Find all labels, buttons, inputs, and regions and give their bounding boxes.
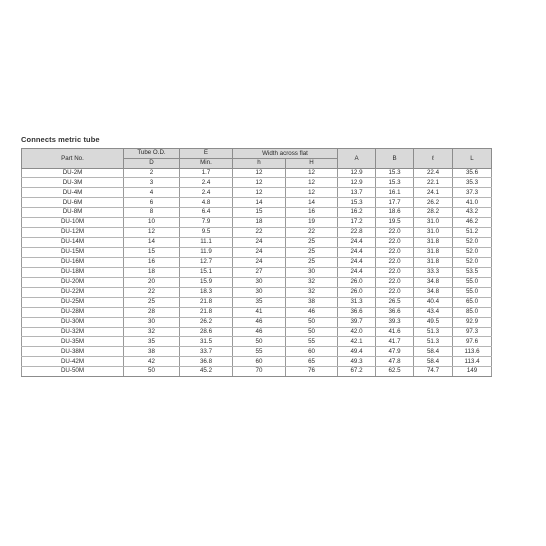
cell-l-small: 34.8	[414, 287, 453, 297]
table-row	[22, 367, 492, 377]
cell-l-small: 51.3	[414, 337, 453, 347]
cell-h-large: 12	[286, 178, 338, 188]
cell-a: 26.0	[338, 287, 376, 297]
header-l-large: L	[453, 149, 492, 169]
cell-a: 39.7	[338, 317, 376, 327]
cell-e-min: 21.8	[180, 297, 233, 307]
cell-l-large: 52.0	[453, 238, 492, 248]
cell-e-min: 36.8	[180, 357, 233, 367]
cell-l-large: 46.2	[453, 218, 492, 228]
table-row	[22, 357, 492, 367]
table-row	[22, 297, 492, 307]
cell-h-small: 35	[233, 297, 286, 307]
cell-h-small: 46	[233, 327, 286, 337]
cell-part-no: DU-10M	[22, 218, 124, 228]
cell-h-small: 18	[233, 218, 286, 228]
cell-h-large: 32	[286, 277, 338, 287]
cell-a: 67.2	[338, 367, 376, 377]
cell-h-large: 25	[286, 248, 338, 258]
cell-tube-od: 25	[124, 297, 180, 307]
cell-part-no: DU-42M	[22, 357, 124, 367]
cell-tube-od: 8	[124, 208, 180, 218]
cell-a: 15.3	[338, 198, 376, 208]
cell-h-large: 22	[286, 228, 338, 238]
cell-l-small: 51.3	[414, 327, 453, 337]
cell-part-no: DU-2M	[22, 168, 124, 178]
cell-part-no: DU-35M	[22, 337, 124, 347]
cell-b: 22.0	[376, 267, 414, 277]
cell-l-small: 31.8	[414, 257, 453, 267]
cell-e-min: 11.1	[180, 238, 233, 248]
cell-part-no: DU-16M	[22, 257, 124, 267]
table-row	[22, 188, 492, 198]
cell-l-small: 31.0	[414, 218, 453, 228]
cell-h-large: 19	[286, 218, 338, 228]
cell-e-min: 2.4	[180, 178, 233, 188]
header-h-small: h	[233, 159, 286, 169]
cell-h-large: 76	[286, 367, 338, 377]
table-caption: Connects metric tube	[21, 135, 100, 144]
cell-b: 26.5	[376, 297, 414, 307]
cell-a: 26.0	[338, 277, 376, 287]
cell-h-large: 60	[286, 347, 338, 357]
cell-l-large: 55.0	[453, 277, 492, 287]
cell-l-small: 58.4	[414, 347, 453, 357]
cell-h-small: 46	[233, 317, 286, 327]
table-row	[22, 238, 492, 248]
cell-l-small: 40.4	[414, 297, 453, 307]
cell-l-small: 31.0	[414, 228, 453, 238]
cell-e-min: 7.9	[180, 218, 233, 228]
cell-tube-od: 14	[124, 238, 180, 248]
cell-tube-od: 28	[124, 307, 180, 317]
cell-l-large: 53.5	[453, 267, 492, 277]
cell-a: 49.4	[338, 347, 376, 357]
cell-l-large: 149	[453, 367, 492, 377]
cell-l-large: 41.0	[453, 198, 492, 208]
cell-e-min: 15.1	[180, 267, 233, 277]
cell-tube-od: 2	[124, 168, 180, 178]
cell-l-small: 26.2	[414, 198, 453, 208]
cell-e-min: 45.2	[180, 367, 233, 377]
cell-h-small: 22	[233, 228, 286, 238]
table-row	[22, 277, 492, 287]
cell-tube-od: 35	[124, 337, 180, 347]
cell-tube-od: 22	[124, 287, 180, 297]
cell-b: 16.1	[376, 188, 414, 198]
cell-a: 36.6	[338, 307, 376, 317]
cell-a: 42.1	[338, 337, 376, 347]
cell-l-large: 113.4	[453, 357, 492, 367]
cell-part-no: DU-28M	[22, 307, 124, 317]
cell-a: 16.2	[338, 208, 376, 218]
cell-tube-od: 20	[124, 277, 180, 287]
header-tube-od: Tube O.D.	[124, 149, 180, 159]
cell-e-min: 12.7	[180, 257, 233, 267]
cell-part-no: DU-20M	[22, 277, 124, 287]
cell-part-no: DU-6M	[22, 198, 124, 208]
header-l-small: ℓ	[414, 149, 453, 169]
cell-part-no: DU-12M	[22, 228, 124, 238]
cell-l-small: 22.4	[414, 168, 453, 178]
cell-l-large: 92.9	[453, 317, 492, 327]
cell-a: 12.9	[338, 178, 376, 188]
cell-part-no: DU-14M	[22, 238, 124, 248]
header-tube-od-d: D	[124, 159, 180, 169]
cell-a: 24.4	[338, 238, 376, 248]
cell-b: 22.0	[376, 228, 414, 238]
cell-l-large: 37.3	[453, 188, 492, 198]
cell-b: 36.6	[376, 307, 414, 317]
table-row	[22, 218, 492, 228]
cell-e-min: 21.8	[180, 307, 233, 317]
cell-e-min: 4.8	[180, 198, 233, 208]
cell-a: 17.2	[338, 218, 376, 228]
cell-a: 24.4	[338, 248, 376, 258]
cell-e-min: 9.5	[180, 228, 233, 238]
cell-b: 39.3	[376, 317, 414, 327]
cell-h-large: 30	[286, 267, 338, 277]
cell-tube-od: 15	[124, 248, 180, 258]
table-row	[22, 317, 492, 327]
cell-l-small: 49.5	[414, 317, 453, 327]
cell-l-large: 35.3	[453, 178, 492, 188]
cell-h-large: 65	[286, 357, 338, 367]
cell-part-no: DU-8M	[22, 208, 124, 218]
cell-h-small: 55	[233, 347, 286, 357]
cell-l-small: 22.1	[414, 178, 453, 188]
cell-h-large: 25	[286, 238, 338, 248]
cell-tube-od: 30	[124, 317, 180, 327]
cell-h-small: 70	[233, 367, 286, 377]
cell-tube-od: 38	[124, 347, 180, 357]
cell-h-large: 38	[286, 297, 338, 307]
table-row	[22, 248, 492, 258]
cell-h-large: 14	[286, 198, 338, 208]
cell-h-small: 12	[233, 178, 286, 188]
cell-e-min: 2.4	[180, 188, 233, 198]
cell-part-no: DU-22M	[22, 287, 124, 297]
header-row-top	[22, 149, 492, 159]
cell-l-large: 97.6	[453, 337, 492, 347]
cell-a: 49.3	[338, 357, 376, 367]
cell-e-min: 18.3	[180, 287, 233, 297]
cell-l-small: 28.2	[414, 208, 453, 218]
cell-part-no: DU-38M	[22, 347, 124, 357]
cell-b: 41.6	[376, 327, 414, 337]
cell-e-min: 15.9	[180, 277, 233, 287]
cell-e-min: 28.6	[180, 327, 233, 337]
cell-h-small: 60	[233, 357, 286, 367]
cell-l-small: 58.4	[414, 357, 453, 367]
table-row	[22, 267, 492, 277]
cell-l-large: 65.0	[453, 297, 492, 307]
cell-tube-od: 12	[124, 228, 180, 238]
cell-l-small: 34.8	[414, 277, 453, 287]
header-width-across-flat: Width across flat	[233, 149, 338, 159]
cell-h-large: 55	[286, 337, 338, 347]
cell-tube-od: 10	[124, 218, 180, 228]
cell-h-large: 50	[286, 327, 338, 337]
cell-l-large: 55.0	[453, 287, 492, 297]
cell-tube-od: 3	[124, 178, 180, 188]
cell-a: 12.9	[338, 168, 376, 178]
cell-b: 47.8	[376, 357, 414, 367]
table-row	[22, 198, 492, 208]
cell-b: 47.9	[376, 347, 414, 357]
table-row	[22, 337, 492, 347]
cell-a: 42.0	[338, 327, 376, 337]
cell-h-large: 32	[286, 287, 338, 297]
cell-b: 22.0	[376, 248, 414, 258]
table-row	[22, 168, 492, 178]
table-row	[22, 347, 492, 357]
cell-l-small: 31.8	[414, 248, 453, 258]
cell-l-small: 31.8	[414, 238, 453, 248]
table-row	[22, 287, 492, 297]
cell-h-large: 46	[286, 307, 338, 317]
cell-part-no: DU-3M	[22, 178, 124, 188]
cell-h-small: 15	[233, 208, 286, 218]
metric-tube-spec-table	[21, 148, 492, 377]
cell-l-large: 85.0	[453, 307, 492, 317]
cell-tube-od: 32	[124, 327, 180, 337]
table-body	[22, 168, 492, 377]
cell-l-large: 52.0	[453, 257, 492, 267]
cell-a: 24.4	[338, 267, 376, 277]
cell-h-small: 41	[233, 307, 286, 317]
cell-l-large: 35.6	[453, 168, 492, 178]
table-row	[22, 327, 492, 337]
header-e-min: Min.	[180, 159, 233, 169]
cell-h-small: 30	[233, 287, 286, 297]
cell-h-small: 12	[233, 168, 286, 178]
cell-tube-od: 4	[124, 188, 180, 198]
cell-b: 15.3	[376, 168, 414, 178]
header-h-large: H	[286, 159, 338, 169]
cell-part-no: DU-15M	[22, 248, 124, 258]
cell-h-large: 25	[286, 257, 338, 267]
cell-b: 17.7	[376, 198, 414, 208]
cell-b: 15.3	[376, 178, 414, 188]
cell-part-no: DU-50M	[22, 367, 124, 377]
cell-a: 31.3	[338, 297, 376, 307]
cell-h-small: 24	[233, 238, 286, 248]
cell-l-large: 43.2	[453, 208, 492, 218]
cell-e-min: 33.7	[180, 347, 233, 357]
cell-h-large: 12	[286, 168, 338, 178]
cell-e-min: 6.4	[180, 208, 233, 218]
cell-b: 22.0	[376, 277, 414, 287]
cell-h-small: 50	[233, 337, 286, 347]
cell-b: 62.5	[376, 367, 414, 377]
cell-b: 41.7	[376, 337, 414, 347]
cell-l-small: 43.4	[414, 307, 453, 317]
cell-h-small: 12	[233, 188, 286, 198]
cell-h-small: 30	[233, 277, 286, 287]
cell-part-no: DU-25M	[22, 297, 124, 307]
cell-part-no: DU-4M	[22, 188, 124, 198]
cell-b: 19.5	[376, 218, 414, 228]
cell-tube-od: 6	[124, 198, 180, 208]
cell-l-large: 113.6	[453, 347, 492, 357]
table-row	[22, 208, 492, 218]
cell-tube-od: 50	[124, 367, 180, 377]
cell-l-small: 24.1	[414, 188, 453, 198]
cell-a: 24.4	[338, 257, 376, 267]
table-row	[22, 178, 492, 188]
header-part-no: Part No.	[22, 149, 124, 169]
cell-part-no: DU-30M	[22, 317, 124, 327]
cell-tube-od: 16	[124, 257, 180, 267]
cell-b: 22.0	[376, 238, 414, 248]
table-row	[22, 257, 492, 267]
header-b: B	[376, 149, 414, 169]
cell-e-min: 1.7	[180, 168, 233, 178]
cell-h-large: 12	[286, 188, 338, 198]
cell-tube-od: 18	[124, 267, 180, 277]
cell-e-min: 31.5	[180, 337, 233, 347]
header-a: A	[338, 149, 376, 169]
cell-a: 22.8	[338, 228, 376, 238]
cell-l-large: 51.2	[453, 228, 492, 238]
header-e: E	[180, 149, 233, 159]
cell-h-small: 24	[233, 248, 286, 258]
cell-e-min: 26.2	[180, 317, 233, 327]
cell-h-small: 27	[233, 267, 286, 277]
cell-h-small: 24	[233, 257, 286, 267]
cell-h-small: 14	[233, 198, 286, 208]
cell-l-small: 33.3	[414, 267, 453, 277]
cell-part-no: DU-18M	[22, 267, 124, 277]
cell-b: 22.0	[376, 257, 414, 267]
cell-b: 18.6	[376, 208, 414, 218]
cell-l-small: 74.7	[414, 367, 453, 377]
cell-b: 22.0	[376, 287, 414, 297]
cell-h-large: 16	[286, 208, 338, 218]
cell-a: 13.7	[338, 188, 376, 198]
table-row	[22, 307, 492, 317]
table-row	[22, 228, 492, 238]
cell-tube-od: 42	[124, 357, 180, 367]
cell-l-large: 52.0	[453, 248, 492, 258]
cell-h-large: 50	[286, 317, 338, 327]
cell-l-large: 97.3	[453, 327, 492, 337]
cell-e-min: 11.9	[180, 248, 233, 258]
cell-part-no: DU-32M	[22, 327, 124, 337]
